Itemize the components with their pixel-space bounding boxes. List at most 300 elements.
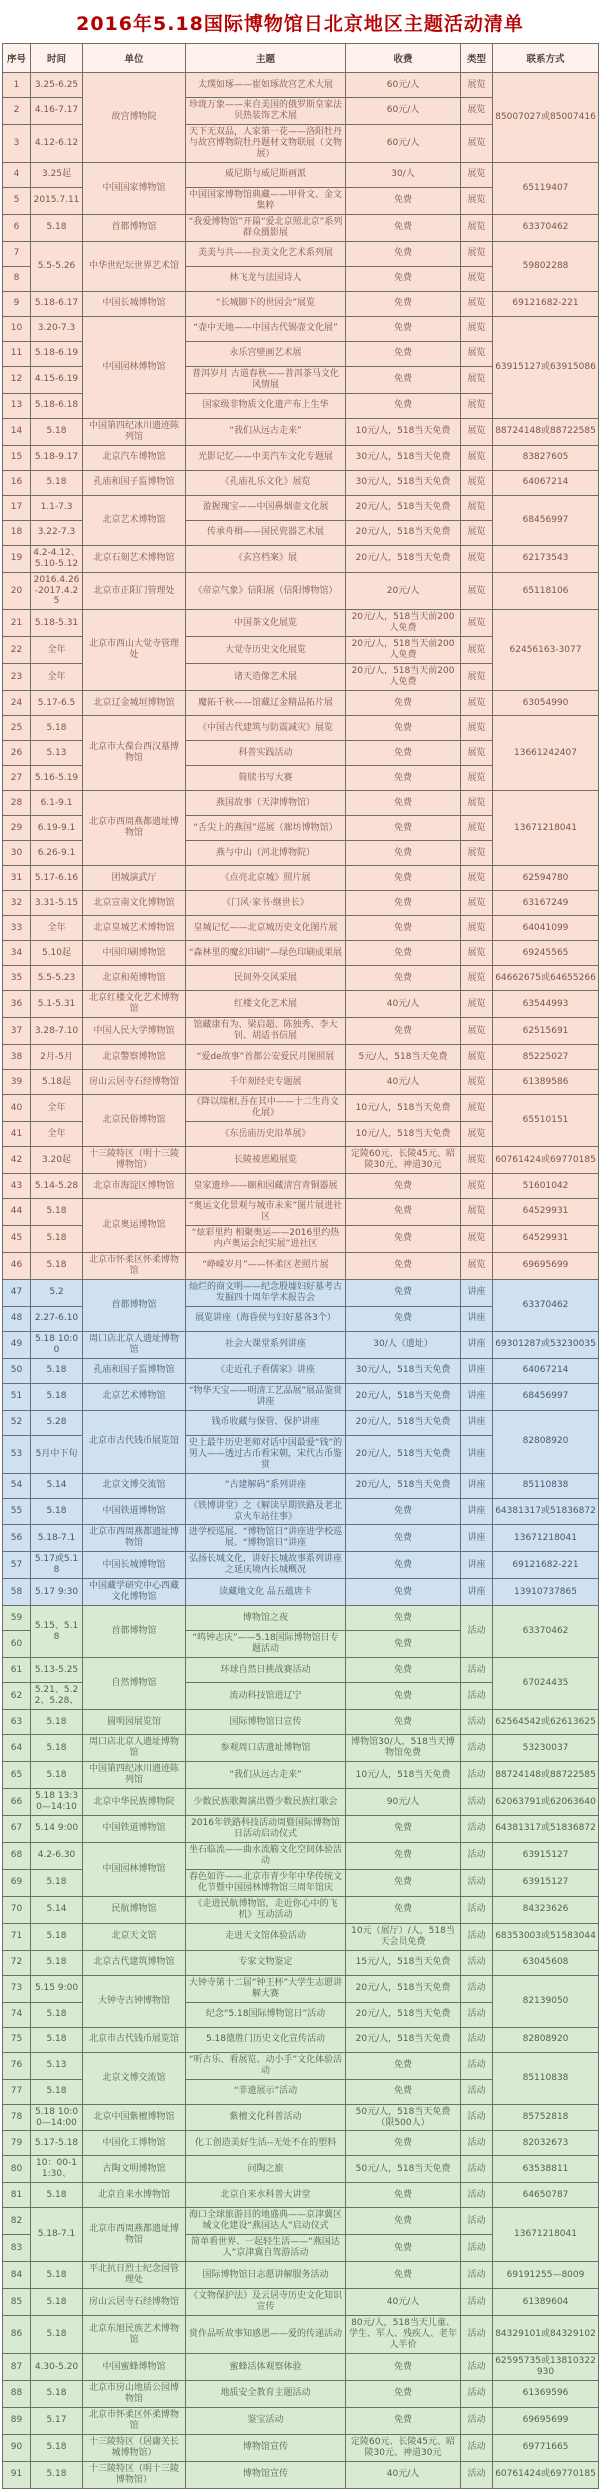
table-cell: 北京自来水科普大讲堂 [186, 2183, 346, 2208]
table-cell: 国际博物馆日志愿讲解服务活动 [186, 2262, 346, 2289]
table-cell: 展览 [461, 664, 493, 691]
table-cell: 讲座 [461, 1435, 493, 1473]
table-cell: 北京东旭民族艺术博物馆 [83, 2316, 186, 2354]
table-cell: 展览 [461, 1070, 493, 1095]
table-cell: 活动 [461, 2235, 493, 2262]
table-cell: 10：00-11:30、 [31, 2156, 83, 2183]
table-cell: 展览 [461, 495, 493, 520]
table-cell: 北京文博交流馆 [83, 2052, 186, 2104]
table-cell: 免费 [346, 966, 461, 991]
table-cell: 北京市古代钱币展览馆 [83, 2027, 186, 2052]
table-cell: 3.20-7.3 [31, 316, 83, 341]
table-cell: 5.18-6.17 [31, 291, 83, 316]
table-cell: 活动 [461, 1658, 493, 1683]
table-cell: 活动 [461, 2027, 493, 2052]
table-cell: 30 [3, 841, 31, 866]
table-cell: 69121682-221 [493, 1552, 599, 1579]
table-cell: 讲座 [461, 1306, 493, 1331]
table-cell: 免费 [346, 187, 461, 214]
table-cell: 69695699 [493, 2407, 599, 2434]
table-cell: 活动 [461, 1923, 493, 1950]
table-cell: 活动 [461, 1762, 493, 1789]
table-cell: 10元/人，518当天免费 [346, 1095, 461, 1122]
table-cell: 90 [3, 2434, 31, 2461]
table-cell: 展览 [461, 1174, 493, 1199]
table-row [3, 2262, 599, 2289]
table-cell: 10元/人，518当天免费 [346, 1762, 461, 1789]
table-cell: 70 [3, 1896, 31, 1923]
table-cell: 《走进民航博物馆，走近你心中的飞机》互动活动 [186, 1896, 346, 1923]
table-cell: 2016.4.26-2017.4.25 [31, 572, 83, 610]
table-row [3, 2104, 599, 2131]
table-cell: 首都博物馆 [83, 1279, 186, 1331]
table-cell: 中国园林博物馆 [83, 316, 186, 418]
table-cell: 35 [3, 966, 31, 991]
table-cell: 68456997 [493, 1383, 599, 1410]
table-cell: 5.18 [31, 1950, 83, 1975]
table-cell: 20元/人 [346, 572, 461, 610]
table-cell: 5.18 13:30—14:10 [31, 1789, 83, 1816]
table-cell: 61389604 [493, 2289, 599, 2316]
table-cell: 84329101或84329102 [493, 2316, 599, 2354]
table-row [3, 214, 599, 241]
table-cell: 讲座 [461, 1498, 493, 1525]
table-row [3, 716, 599, 741]
table-cell: 2015.7.11 [31, 187, 83, 214]
table-cell: 美美与共——拉美文化艺术系列展 [186, 241, 346, 266]
table-cell: 免费 [346, 2262, 461, 2289]
table-cell: 免费 [346, 393, 461, 418]
table-cell: 5.18起 [31, 1070, 83, 1095]
table-cell: 62173543 [493, 545, 599, 572]
table-cell: 展览 [461, 470, 493, 495]
table-cell: 北京中华民族博物院 [83, 1789, 186, 1816]
table-cell: 63045608 [493, 1950, 599, 1975]
table-cell: 活动 [461, 1869, 493, 1896]
table-cell: 82808920 [493, 1410, 599, 1473]
table-cell: 民航博物馆 [83, 1896, 186, 1923]
table-cell: 展览 [461, 966, 493, 991]
table-row [3, 2156, 599, 2183]
table-cell: 钱币收藏与保管、保护讲座 [186, 1410, 346, 1435]
table-cell: 60元/人 [346, 124, 461, 162]
table-cell: 全年 [31, 1095, 83, 1122]
table-row [3, 1975, 599, 2002]
table-cell: 53 [3, 1435, 31, 1473]
table-cell: 展览 [461, 393, 493, 418]
table-cell: 75 [3, 2027, 31, 2052]
table-cell: 团城演武厅 [83, 866, 186, 891]
table-cell: 魔拓千秋——馆藏辽金精品拓片展 [186, 691, 346, 716]
table-cell: 21 [3, 610, 31, 637]
table-cell: 5.17-5.18 [31, 2131, 83, 2156]
table-cell: “鸣钟志庆”——5.18国际博物馆日专题活动 [186, 1631, 346, 1658]
table-row [3, 572, 599, 610]
table-cell: 85007027或85007416 [493, 73, 599, 163]
table-cell: 周口店北京人遗址博物馆 [83, 1331, 186, 1358]
table-cell: 68456997 [493, 495, 599, 545]
table-cell: 展览 [461, 1095, 493, 1122]
table-cell: 北京市西周燕都遗址博物馆 [83, 1525, 186, 1552]
table-cell: 活动 [461, 1815, 493, 1842]
table-cell: 4.2-6.30 [31, 1842, 83, 1869]
table-cell: 孔庙和国子监博物馆 [83, 1358, 186, 1383]
table-row [3, 1070, 599, 1095]
table-cell: 免费 [346, 791, 461, 816]
table-cell: 62456163-3077 [493, 610, 599, 691]
table-cell: 《孔庙礼乐文化》展览 [186, 470, 346, 495]
table-row [3, 1950, 599, 1975]
table-cell: 60761424或69770185 [493, 2461, 599, 2488]
table-cell: 5 [3, 187, 31, 214]
table-cell: 活动 [461, 2289, 493, 2316]
table-cell: 2016年铁路科技活动周暨国际博物馆日活动启动仪式 [186, 1815, 346, 1842]
table-cell: 72 [3, 1950, 31, 1975]
table-cell: 《铁博讲堂》之《解读早期铁路及老北京火车站往事》 [186, 1498, 346, 1525]
table-cell: 展览 [461, 716, 493, 741]
table-cell: 30元/人，518当天免费 [346, 445, 461, 470]
table-cell: 5.18 [31, 2262, 83, 2289]
table-row [3, 495, 599, 520]
table-cell: 30元/人，518当天免费 [346, 470, 461, 495]
table-cell: 33 [3, 916, 31, 941]
table-cell: 北京和苑博物馆 [83, 966, 186, 991]
table-cell: 博物馆30/人，518当天博物馆免费 [346, 1735, 461, 1762]
table-cell: 88724148或88722585 [493, 418, 599, 445]
table-row [3, 2027, 599, 2052]
table-cell: 20元/人，518当天前200人免费 [346, 610, 461, 637]
table-cell: 免费 [346, 266, 461, 291]
table-cell: 中国人民大学博物馆 [83, 1018, 186, 1045]
table-cell: 展览 [461, 1225, 493, 1252]
table-cell: 5.18 10:00—14:00 [31, 2104, 83, 2131]
table-cell: 5.18-7.1 [31, 2208, 83, 2262]
table-cell: 3.20起 [31, 1147, 83, 1174]
table-cell: 10元/人，518当天免费 [346, 1122, 461, 1147]
table-cell: 67 [3, 1815, 31, 1842]
table-cell: 5.18 [31, 1498, 83, 1525]
table-cell: 永乐宫壁画艺术展 [186, 341, 346, 366]
table-cell: 5.1-5.31 [31, 991, 83, 1018]
table-cell: “爱de故事”首都公安爱民月图照展 [186, 1045, 346, 1070]
table-cell: 全年 [31, 664, 83, 691]
table-cell: 免费 [346, 741, 461, 766]
table-cell: 20元/人，518当天免费 [346, 1383, 461, 1410]
table-cell: 活动 [461, 1896, 493, 1923]
table-cell: 4.16-7.17 [31, 98, 83, 125]
table-cell: 5.18 [31, 2316, 83, 2354]
table-cell: 63915127或63915086 [493, 316, 599, 418]
table-cell: 5.2 [31, 1279, 83, 1306]
table-cell: 5.18 [31, 2183, 83, 2208]
table-cell: 北京石刻艺术博物馆 [83, 545, 186, 572]
table-cell: 免费 [346, 841, 461, 866]
table-cell: 展览 [461, 1199, 493, 1226]
table-cell: 北京市大葆台西汉墓博物馆 [83, 716, 186, 791]
table-cell: 20元/人，518当天前200人免费 [346, 664, 461, 691]
table-cell: 60761424或69770185 [493, 1147, 599, 1174]
table-cell: 北京皇城艺术博物馆 [83, 916, 186, 941]
table-cell: 展览 [461, 545, 493, 572]
table-cell: 免费 [346, 1606, 461, 1631]
table-cell: 讲座 [461, 1473, 493, 1498]
table-cell: 全年 [31, 916, 83, 941]
table-cell: 69121682-221 [493, 291, 599, 316]
table-cell: 60 [3, 1631, 31, 1658]
table-cell: 免费 [346, 1525, 461, 1552]
table-cell: 参观周口店遗址博物馆 [186, 1735, 346, 1762]
table-cell: 25 [3, 716, 31, 741]
table-cell: 馆藏康有为、梁启超、陈独秀、李大钊、胡适书信展 [186, 1018, 346, 1045]
table-cell: 6.1-9.1 [31, 791, 83, 816]
table-cell: 坐石临流——曲水流觞文化空间体验活动 [186, 1842, 346, 1869]
table-cell: 展览 [461, 187, 493, 214]
table-cell: 62594780 [493, 866, 599, 891]
table-cell: 林飞龙与法国诗人 [186, 266, 346, 291]
table-cell: 69191255—8009 [493, 2262, 599, 2289]
table-row [3, 2407, 599, 2434]
table-cell: 十三陵特区（居庸关长城博物馆） [83, 2434, 186, 2461]
table-cell: 免费 [346, 816, 461, 841]
table-cell: 免费 [346, 2079, 461, 2104]
table-cell: 北京市房山地质公园博物馆 [83, 2381, 186, 2408]
table-row [3, 2289, 599, 2316]
table-cell: 24 [3, 691, 31, 716]
table-cell: 《中国古代建筑与防震减灾》展览 [186, 716, 346, 741]
table-cell: 15元/人，518当天免费 [346, 1950, 461, 1975]
table-cell: 5.18 [31, 1199, 83, 1226]
table-row [3, 1174, 599, 1199]
table-cell: 5.18 [31, 418, 83, 445]
table-cell: 4.30-5.20 [31, 2354, 83, 2381]
table-cell: 免费 [346, 316, 461, 341]
table-cell: 科普实践活动 [186, 741, 346, 766]
table-cell: 32 [3, 891, 31, 916]
table-row [3, 1789, 599, 1816]
table-cell: 13661242407 [493, 716, 599, 791]
table-cell: 20元/人，518当天免费 [346, 520, 461, 545]
table-row [3, 610, 599, 637]
table-cell: 3.31-5.15 [31, 891, 83, 916]
table-cell: 63370462 [493, 1279, 599, 1331]
table-cell: 活动 [461, 1735, 493, 1762]
table-cell: 59 [3, 1606, 31, 1631]
table-cell: 5月中下旬 [31, 1435, 83, 1473]
table-cell: 4.2-4.12、5.10-5.12 [31, 545, 83, 572]
table-cell: 5.5-5.23 [31, 966, 83, 991]
table-cell: 3 [3, 124, 31, 162]
table-cell: 北京中国紫檀博物馆 [83, 2104, 186, 2131]
table-cell: 45 [3, 1225, 31, 1252]
table-cell: 40元/人 [346, 2461, 461, 2488]
table-cell: 5.18 [31, 1735, 83, 1762]
table-cell: 6.26-9.1 [31, 841, 83, 866]
table-row [3, 2461, 599, 2488]
table-cell: “炫彩里约 相聚奥运——2016里约热内卢奥运会纪实展”进社区 [186, 1225, 346, 1252]
table-cell: 15 [3, 445, 31, 470]
table-row [3, 1358, 599, 1383]
table-cell: 太璞如琢——崔如琢故宫艺术大展 [186, 73, 346, 98]
table-cell: 5.18 [31, 2461, 83, 2488]
table-cell: 78 [3, 2104, 31, 2131]
table-cell: 5.17 [31, 2407, 83, 2434]
table-cell: 春色如许——北京市青少年中华传统文化节暨中国园林博物馆三周年馆庆 [186, 1869, 346, 1896]
table-cell: 北京民俗博物馆 [83, 1095, 186, 1147]
table-row [3, 316, 599, 341]
table-cell: 皇家遗珍——颐和园藏清宫青铜器展 [186, 1174, 346, 1199]
table-cell: 活动 [461, 2434, 493, 2461]
table-cell: 千年刻经史专题展 [186, 1070, 346, 1095]
column-header: 联系方式 [493, 44, 599, 73]
table-row [3, 545, 599, 572]
table-cell: 86 [3, 2316, 31, 2354]
table-cell: 国际博物馆日宣传 [186, 1710, 346, 1735]
table-cell: 少数民族歌舞演出暨少数民族红歌会 [186, 1789, 346, 1816]
table-cell: 活动 [461, 2131, 493, 2156]
table-cell: 68353003或51583044 [493, 1923, 599, 1950]
table-cell: “物华天宝——明清工艺品展”展品鉴赏讲座 [186, 1383, 346, 1410]
table-cell: 北京市西周燕都遗址博物馆 [83, 791, 186, 866]
table-cell: 5.18 [31, 2434, 83, 2461]
table-cell: 6 [3, 214, 31, 241]
table-cell: 5.18-5.31 [31, 610, 83, 637]
table-cell: 5.21、5.22、5.28、 [31, 1683, 83, 1710]
table-cell: 50 [3, 1358, 31, 1383]
table-cell: 77 [3, 2079, 31, 2104]
table-cell: 29 [3, 816, 31, 841]
table-cell: 免费 [346, 366, 461, 393]
table-cell: 弘扬长城文化，讲好长城故事系列讲座之延庆境内长城概况 [186, 1552, 346, 1579]
table-cell: 5.18 [31, 470, 83, 495]
table-cell: 13671218041 [493, 2208, 599, 2262]
table-cell: 民间外交风采展 [186, 966, 346, 991]
table-cell: 80元/人，518当天儿童、学生、军人、残疾人、老年人半价 [346, 2316, 461, 2354]
table-cell: 北京文博交流馆 [83, 1473, 186, 1498]
table-cell: 免费 [346, 1498, 461, 1525]
table-row [3, 470, 599, 495]
table-cell: 免费 [346, 2208, 461, 2235]
table-cell: 免费 [346, 691, 461, 716]
table-cell: 免费 [346, 2131, 461, 2156]
table-cell: 简单看世界、一起轻生活——“燕国达人”京津冀自驾游活动 [186, 2235, 346, 2262]
table-cell: 自然博物馆 [83, 1658, 186, 1710]
table-cell: 博物馆之夜 [186, 1606, 346, 1631]
table-cell: 免费 [346, 716, 461, 741]
table-row [3, 2052, 599, 2079]
table-cell: 5.17或5.18 [31, 1552, 83, 1579]
table-cell: 39 [3, 1070, 31, 1095]
table-cell: 12 [3, 366, 31, 393]
table-cell: 58 [3, 1579, 31, 1606]
table-cell: 3.28-7.10 [31, 1018, 83, 1045]
table-cell: 85110838 [493, 1473, 599, 1498]
table-cell: 中国化工博物馆 [83, 2131, 186, 2156]
table-cell: 5.18 [31, 1252, 83, 1279]
table-cell: 讲座 [461, 1552, 493, 1579]
table-cell: 37 [3, 1018, 31, 1045]
table-cell: 30元/人，518当天免费 [346, 1358, 461, 1383]
table-cell: 51601042 [493, 1174, 599, 1199]
table-cell: 63538811 [493, 2156, 599, 2183]
table-cell: 2 [3, 98, 31, 125]
table-cell: 走进天文馆体验活动 [186, 1923, 346, 1950]
table-cell: 85225027 [493, 1045, 599, 1070]
table-cell: 5.18 [31, 2002, 83, 2027]
table-cell: 北京市西山大觉寺管理处 [83, 610, 186, 691]
table-cell: 展览 [461, 214, 493, 241]
table-cell: 免费 [346, 1631, 461, 1658]
table-cell: 活动 [461, 2407, 493, 2434]
table-cell: 免费 [346, 1225, 461, 1252]
table-cell: 珍珑万象——来自美国的俄罗斯皇家法贝热装饰艺术展 [186, 98, 346, 125]
table-cell: 展览 [461, 691, 493, 716]
table-cell: 海口全球旅游目的地盛典——京津冀区域文化建设“燕国达人”启动仪式 [186, 2208, 346, 2235]
table-cell: 5.18-6.18 [31, 393, 83, 418]
table-cell: 9 [3, 291, 31, 316]
table-cell: 展览 [461, 418, 493, 445]
table-cell: 62595735或13810322930 [493, 2354, 599, 2381]
table-cell: 天下无双品，人家第一花——洛阳牡丹与故宫博物院牡丹题材文物联展（文物展） [186, 124, 346, 162]
table-cell: 19 [3, 545, 31, 572]
table-cell: 读藏地文化 品五蕴唐卡 [186, 1579, 346, 1606]
table-cell: 63370462 [493, 214, 599, 241]
table-cell: 展览 [461, 1147, 493, 1174]
column-header: 主题 [186, 44, 346, 73]
table-cell: 83827605 [493, 445, 599, 470]
table-cell: 《东岳庙历史沿革展》 [186, 1122, 346, 1147]
table-cell: 5.18 [31, 2079, 83, 2104]
table-cell: 免费 [346, 2052, 461, 2079]
table-cell: 活动 [461, 2262, 493, 2289]
table-cell: 26 [3, 741, 31, 766]
table-cell: 5.18 [31, 1923, 83, 1950]
table-cell: 5.18 [31, 1383, 83, 1410]
table-cell: 1.1-7.3 [31, 495, 83, 520]
table-cell: 20元/人，518当天免费 [346, 1975, 461, 2002]
table-cell: 北京辽金城垣博物馆 [83, 691, 186, 716]
table-row [3, 241, 599, 266]
table-cell: 圆明园展览馆 [83, 1710, 186, 1735]
table-cell: 皇城记忆——北京城历史文化图片展 [186, 916, 346, 941]
table-cell: 专家文物鉴定 [186, 1950, 346, 1975]
table-cell: 免费 [346, 2407, 461, 2434]
table-cell: 纪念“5.18国际博物馆日”活动 [186, 2002, 346, 2027]
table-cell: 免费 [346, 1710, 461, 1735]
table-cell: 周口店北京人遗址博物馆 [83, 1735, 186, 1762]
table-cell: 中国国家博物馆 [83, 162, 186, 214]
table-cell: 中国藏学研究中心西藏文化博物馆 [83, 1579, 186, 1606]
table-cell: 展览 [461, 766, 493, 791]
table-cell: 长陵祾恩殿展览 [186, 1147, 346, 1174]
table-cell: 6.19-9.1 [31, 816, 83, 841]
table-cell: 63 [3, 1710, 31, 1735]
table-cell: 盈握瑰宝——中国鼻烟壶文化展 [186, 495, 346, 520]
table-cell: 52 [3, 1410, 31, 1435]
table-cell: 51 [3, 1383, 31, 1410]
table-cell: 5.15、5.18 [31, 1606, 83, 1658]
table-cell: 展览 [461, 816, 493, 841]
table-cell: 北京天文馆 [83, 1923, 186, 1950]
table-row [3, 418, 599, 445]
table-cell: 活动 [461, 2381, 493, 2408]
table-cell: 活动 [461, 2183, 493, 2208]
table-cell: 53230037 [493, 1735, 599, 1762]
table-cell: “古建解码”系列讲座 [186, 1473, 346, 1498]
table-cell: 22 [3, 637, 31, 664]
table-cell: 中国长城博物馆 [83, 291, 186, 316]
table-cell: 首都博物馆 [83, 214, 186, 241]
table-cell: 赏作品听故事知感恩——爱的传递活动 [186, 2316, 346, 2354]
